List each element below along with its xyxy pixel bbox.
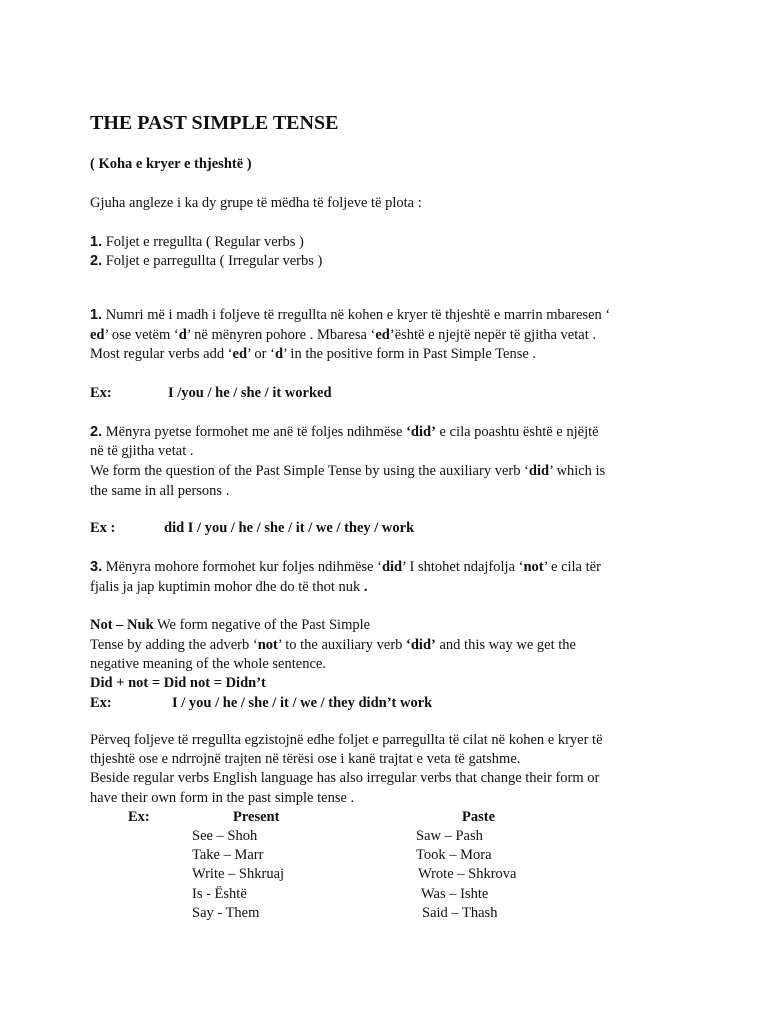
section3-line1 [90, 558, 601, 577]
text: Tense by adding the adverb ‘ [90, 637, 258, 653]
section-number: 3. [90, 559, 103, 575]
table-present-cell: Is - Është [192, 886, 247, 902]
table-past-cell: Saw – Pash [416, 828, 483, 844]
example-3-text: I / you / he / she / it / we / they didn’t work [172, 695, 433, 711]
irregular-line3: Beside regular verbs English language has also irregular verbs that change their form or [90, 770, 600, 786]
irregular-line1: Përveq foljeve të rregullta egzistojnë edhe foljet e parregullta të cilat në kohen e kryer të [90, 732, 603, 748]
group-item-1 [90, 233, 304, 252]
table-past-cell: Wrote – Shkrova [418, 866, 517, 882]
section1-line1 [90, 306, 610, 325]
present-header: Present [233, 809, 280, 825]
not-line3: negative meaning of the whole sentence. [90, 656, 326, 672]
text: did [528, 463, 550, 479]
table-present-cell: Take – Marr [192, 847, 264, 863]
section2-line2: në të gjitha vetat . [90, 443, 194, 459]
example-2-label: Ex : [90, 520, 116, 536]
text: ’është e njejtë nepër të gjitha vetat . [389, 327, 596, 343]
table-present-cell: Say - Them [192, 905, 260, 921]
group-item-2 [90, 252, 322, 271]
subtitle: ( Koha e kryer e thjeshtë ) [90, 156, 252, 172]
irregular-line4: have their own form in the past simple tense . [90, 790, 355, 806]
text: Mënyra pyetse formohet me anë të foljes ndihmëse [102, 424, 407, 440]
text: ’ në mënyren pohore . Mbaresa ‘ [186, 327, 376, 343]
section3-line2 [90, 578, 367, 597]
text: Most regular verbs add ‘ [90, 346, 233, 362]
group-number: 1. [90, 234, 103, 250]
table-past-cell: Said – Thash [422, 905, 498, 921]
table-present-cell: See – Shoh [192, 828, 258, 844]
example-3-label: Ex: [90, 695, 112, 711]
example-2-text: did I / you / he / she / it / we / they / work [164, 520, 415, 536]
group-text: Foljet e rregullta ( Regular verbs ) [102, 234, 304, 250]
text: d [274, 346, 284, 362]
group-number: 2. [90, 253, 103, 269]
not-line1 [90, 616, 370, 635]
text: ’ to the auxiliary verb [277, 637, 407, 653]
section2-line3 [90, 462, 605, 481]
text: did [381, 559, 403, 575]
text: ’ or ‘ [247, 346, 275, 362]
section1-line2 [90, 326, 596, 345]
text: We form negative of the Past Simple [153, 617, 371, 633]
example-1-label: Ex: [90, 385, 112, 401]
text: . [363, 579, 368, 595]
example-1-text: I /you / he / she / it worked [168, 385, 332, 401]
table-past-cell: Took – Mora [416, 847, 492, 863]
text: Not – Nuk [90, 617, 154, 633]
not-line2 [90, 636, 576, 655]
page-title: THE PAST SIMPLE TENSE [90, 112, 339, 134]
text: and this way we get the [435, 637, 576, 653]
text: ’ ose vetëm ‘ [104, 327, 179, 343]
text: We form the question of the Past Simple Tense by using the auxiliary verb ‘ [90, 463, 529, 479]
group-text: Foljet e parregullta ( Irregular verbs ) [102, 253, 323, 269]
section-number: 1. [90, 307, 103, 323]
section2-line1 [90, 423, 599, 442]
text: ’ e cila tër [543, 559, 601, 575]
text: Mënyra mohore formohet kur foljes ndihmëse ‘ [102, 559, 382, 575]
text: Numri më i madh i foljeve të rregullta në kohen e kryer të thjeshtë e marrin mbaresen ‘ [102, 307, 611, 323]
section1-line3 [90, 345, 536, 364]
table-past-cell: Was – Ishte [421, 886, 489, 902]
section-number: 2. [90, 424, 103, 440]
not-formula: Did + not = Did not = Didn’t [90, 675, 266, 691]
text: not [523, 559, 544, 575]
text: e cila poashtu është e njëjtë [435, 424, 599, 440]
text: ’ in the positive form in Past Simple Tense . [283, 346, 537, 362]
text: ed [232, 346, 248, 362]
text: not [257, 637, 278, 653]
text: ed [90, 327, 105, 343]
text: ‘did’ [406, 424, 436, 440]
intro-line: Gjuha angleze i ka dy grupe të mëdha të foljeve të plota : [90, 195, 422, 211]
text: ed [375, 327, 390, 343]
section2-line4: the same in all persons . [90, 483, 230, 499]
table-present-cell: Write – Shkruaj [192, 866, 285, 882]
irregular-line2: thjeshtë ose e ndrrojnë trajten në tërësi ose i kanë trajtat e veta të gatshme. [90, 751, 521, 767]
text: d [178, 327, 187, 343]
text: fjalis ja jap kuptimin mohor dhe do të thot nuk [90, 579, 364, 595]
paste-header: Paste [462, 809, 496, 825]
text: ’ I shtohet ndajfolja ‘ [402, 559, 524, 575]
table-ex-label: Ex: [128, 809, 150, 825]
text: ’ which is [549, 463, 606, 479]
text: ‘did’ [406, 637, 436, 653]
